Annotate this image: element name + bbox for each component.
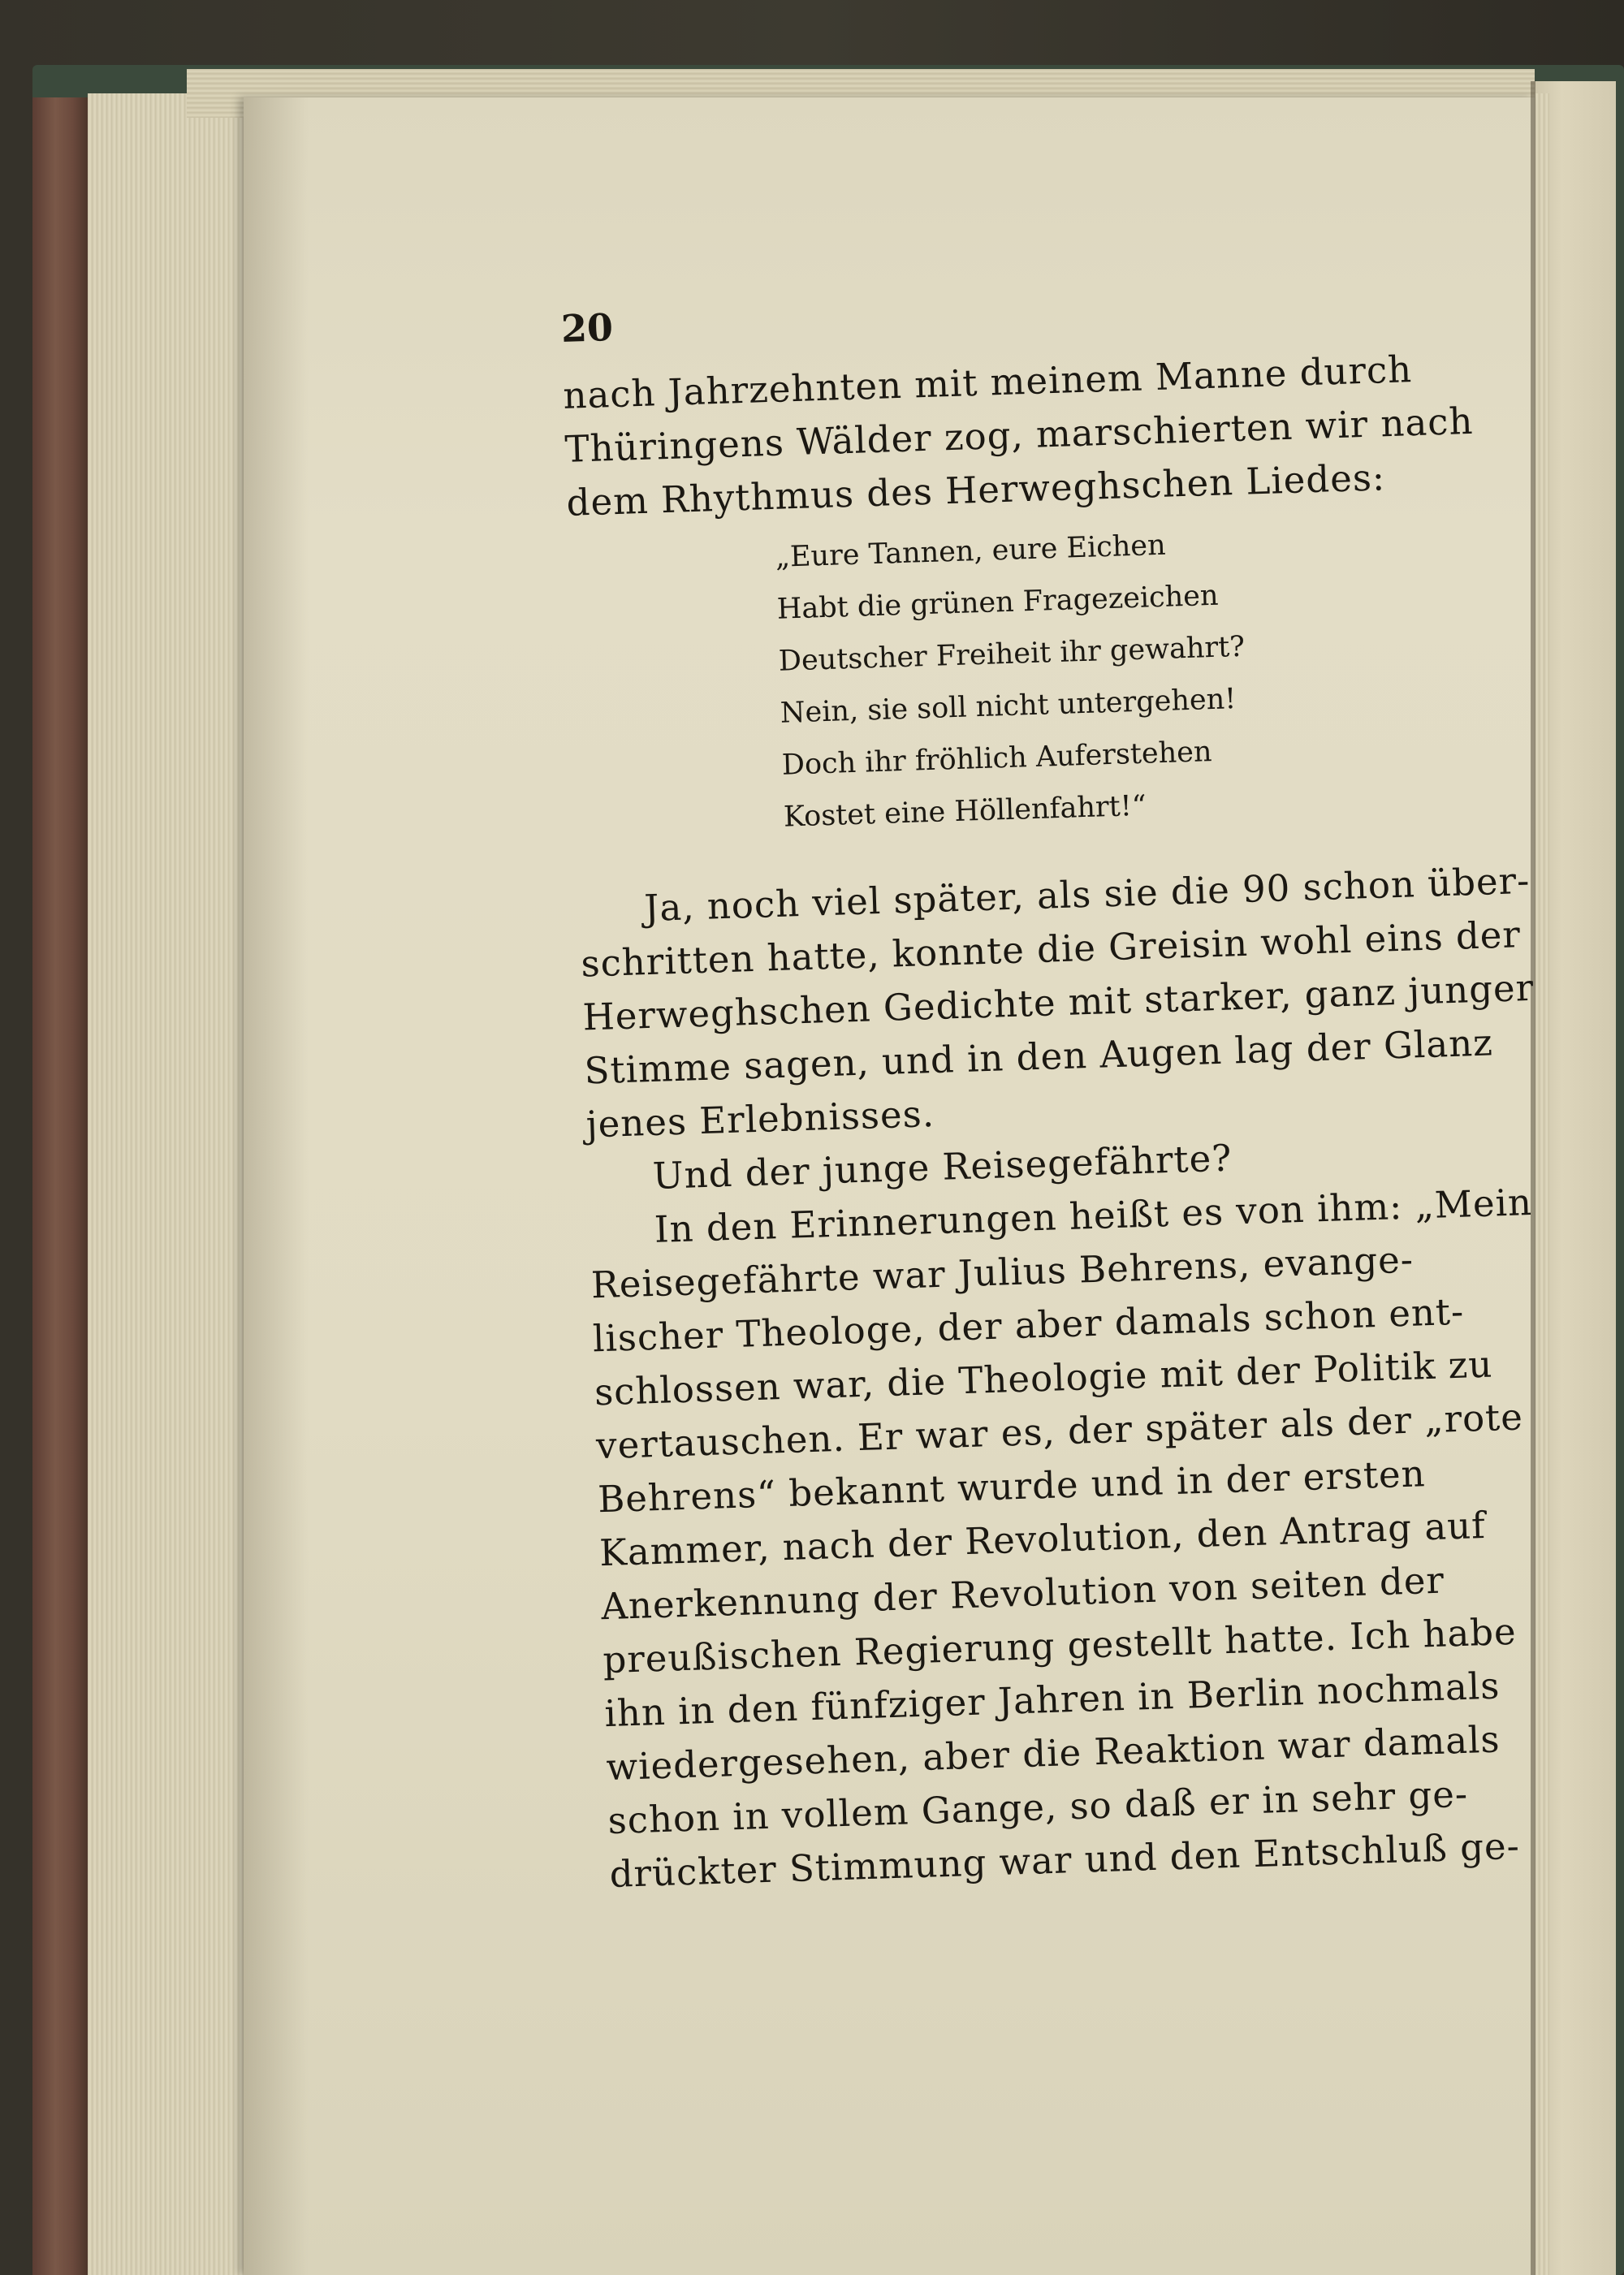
text-line: schon in vollem Gange, so daß er in sehr ge- — [607, 1772, 1469, 1843]
text-line: schlossen war, die Theologie mit der Politik zu — [594, 1342, 1494, 1414]
paragraph-4 — [589, 1176, 1560, 1902]
poem-quote — [775, 508, 1527, 844]
text-line: Stimme sagen, und in den Augen lag der Glanz — [583, 1021, 1494, 1093]
verse-line: Kostet eine Höllenfahrt!“ — [783, 789, 1147, 834]
text-line: Und der junge Reisegefährte? — [651, 1136, 1233, 1198]
text-line: jenes Erlebnisses. — [585, 1092, 935, 1146]
paragraph-1 — [563, 339, 1518, 530]
page-text-block — [560, 274, 1560, 1902]
text-line: wiedergesehen, aber die Reaktion war damals — [605, 1717, 1501, 1789]
text-line: Reisegefährte war Julius Behrens, evange- — [590, 1237, 1415, 1307]
text-line: Ja, noch viel später, als sie die 90 schon über- — [643, 858, 1531, 930]
text-line: In den Erinnerungen heißt es von ihm: „Mein — [654, 1180, 1533, 1251]
text-line: Kammer, nach der Revolution, den Antrag auf — [598, 1503, 1487, 1575]
text-line: Thüringens Wälder zog, marschierten wir nach — [564, 399, 1475, 471]
text-line: vertauschen. Er war es, der später als der „rote — [595, 1395, 1524, 1468]
text-line: Herweghschen Gedichte mit starker, ganz junger — [581, 965, 1535, 1039]
text-line: lischer Theologe, der aber damals schon ent- — [592, 1289, 1465, 1361]
text-line: ihn in den fünfziger Jahren in Berlin nochmals — [603, 1664, 1501, 1736]
text-line: Behrens“ bekannt wurde und in der ersten — [597, 1452, 1427, 1522]
verse-line: Deutscher Freiheit ihr gewahrt? — [778, 630, 1246, 678]
page-gutter-shadow — [244, 97, 309, 2275]
verse-line: Doch ihr fröhlich Auferstehen — [781, 736, 1213, 782]
book-cover-edge — [32, 97, 89, 2275]
verse-line: Nein, sie soll nicht untergehen! — [780, 683, 1237, 730]
text-line: nach Jahrzehnten mit meinem Manne durch — [562, 348, 1413, 417]
verse-line: Habt die grünen Fragezeichen — [776, 579, 1220, 626]
text-line: drückter Stimmung war und den Entschluß ge- — [608, 1824, 1521, 1897]
page-number: 20 — [560, 304, 614, 351]
text-line: Anerkennung der Revolution von seiten der — [600, 1558, 1445, 1629]
text-line: schritten hatte, konnte die Greisin wohl eins der — [580, 913, 1522, 986]
verse-line: „Eure Tannen, eure Eichen — [775, 529, 1167, 574]
text-line: preußischen Regierung gestellt hatte. Ich habe — [602, 1609, 1518, 1682]
paragraph-2 — [578, 854, 1536, 1152]
text-line: dem Rhythmus des Herweghschen Liedes: — [565, 455, 1386, 525]
